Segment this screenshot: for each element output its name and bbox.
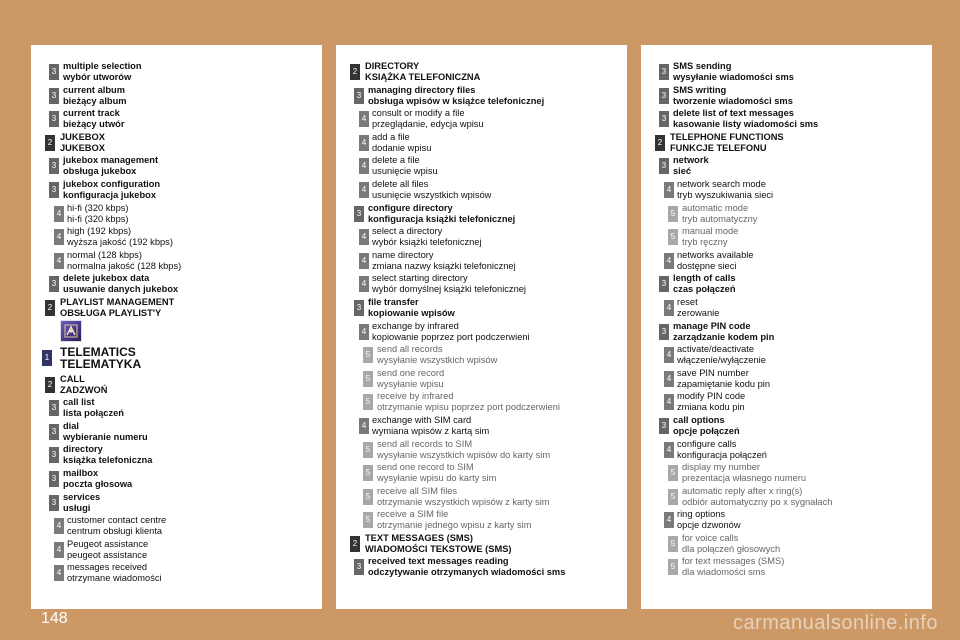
level-badge: 4 [54,229,64,245]
menu-item [336,178,627,202]
menu-item [31,131,322,155]
menu-item [31,178,322,202]
menu-item [336,107,627,131]
menu-item [31,467,322,491]
level-badge: 4 [664,371,674,387]
item-label-pl: obsługa jukebox [63,166,137,177]
item-label-en: manage PIN code [673,320,751,331]
level-badge: 5 [668,559,678,575]
menu-item [336,296,627,320]
item-label-en: messages received [67,562,148,573]
item-label-en: TELEPHONE FUNCTIONS [670,131,784,142]
item-label-en: network search mode [677,178,766,189]
menu-list [31,60,322,585]
menu-item [336,390,627,414]
menu-item [336,225,627,249]
menu-item [641,367,932,391]
menu-item [31,202,322,226]
level-badge: 2 [45,135,55,151]
level-badge: 4 [359,111,369,127]
level-badge: 5 [668,489,678,505]
item-label-en: SMS sending [673,61,732,71]
menu-item [641,154,932,178]
level-badge: 4 [664,442,674,458]
menu-item [336,485,627,509]
item-label-en: managing directory files [368,84,476,95]
level-badge: 4 [359,182,369,198]
menu-column-3 [641,45,932,609]
item-label-en: JUKEBOX [60,131,105,142]
item-label-pl: zerowanie [677,307,720,318]
item-label-en: networks available [677,249,754,260]
item-label-pl: wybór książki telefonicznej [372,237,482,248]
level-badge: 4 [359,253,369,269]
item-label-pl: usuwanie danych jukebox [63,284,179,295]
menu-item [336,438,627,462]
item-label-pl: wyższa jakość (192 kbps) [67,237,173,248]
item-label-pl: kopiowanie wpisów [368,307,455,318]
item-label-en: for voice calls [682,532,739,543]
level-badge: 4 [359,229,369,245]
menu-item [336,367,627,391]
item-label-pl: poczta głosowa [63,478,133,489]
menu-item [641,131,932,155]
menu-item [641,296,932,320]
item-label-pl: tryb wyszukiwania sieci [677,189,774,200]
level-badge: 3 [49,158,59,174]
item-label-pl: odbiór automatyczny po x sygnałach [682,496,833,507]
item-label-pl: zmiana nazwy książki telefonicznej [372,260,516,271]
item-label-en: delete a file [372,155,420,166]
item-label-pl: TELEMATYKA [60,356,142,371]
menu-item [31,396,322,420]
menu-item [336,272,627,296]
level-badge: 3 [49,495,59,511]
item-label-pl: dostępne sieci [677,260,737,271]
item-label-en: receive by infrared [377,391,454,402]
level-badge: 4 [664,394,674,410]
item-label-pl: bieżący utwór [63,119,125,130]
level-badge: 3 [659,158,669,174]
item-label-pl: usługi [63,502,91,513]
menu-item [31,443,322,467]
level-badge: 4 [664,512,674,528]
level-badge: 2 [45,300,55,316]
level-badge: 5 [363,347,373,363]
item-label-pl: dodanie wpisu [372,142,432,153]
level-badge: 4 [54,206,64,222]
item-label-pl: konfiguracja książki telefonicznej [368,213,516,224]
item-label-en: file transfer [368,296,419,307]
level-badge: 3 [49,182,59,198]
level-badge: 5 [668,465,678,481]
menu-item [336,555,627,579]
item-label-en: send all records to SIM [377,438,473,449]
item-label-pl: wysyłanie wpisu [377,378,444,389]
item-label-pl: bieżący album [63,95,127,106]
menu-item [641,343,932,367]
level-badge: 3 [49,400,59,416]
level-badge: 4 [54,542,64,558]
menu-item [336,84,627,108]
level-badge: 3 [49,276,59,292]
item-label-en: select starting directory [372,273,468,284]
menu-item [336,131,627,155]
level-badge: 3 [659,64,669,80]
menu-item [31,420,322,444]
item-label-en: delete jukebox data [63,273,150,284]
menu-item [336,320,627,344]
item-label-en: Peugeot assistance [67,538,149,549]
level-badge: 3 [659,276,669,292]
level-badge: 3 [354,206,364,222]
item-label-en: call options [673,414,725,425]
item-label-en: save PIN number [677,367,749,378]
item-label-pl: tryb automatyczny [682,213,758,224]
item-label-en: display my number [682,462,761,473]
level-badge: 2 [350,64,360,80]
level-badge: 3 [49,447,59,463]
item-label-en: TEXT MESSAGES (SMS) [365,532,473,543]
level-badge: 4 [54,518,64,534]
item-label-pl: tworzenie wiadomości sms [673,95,793,106]
item-label-en: exchange with SIM card [372,414,472,425]
level-badge: 4 [664,347,674,363]
item-label-en: DIRECTORY [365,61,420,71]
item-label-pl: czas połączeń [673,284,736,295]
menu-item [641,485,932,509]
item-label-pl: zmiana kodu pin [677,402,745,413]
item-label-pl: KSIĄŻKA TELEFONICZNA [365,72,481,82]
item-label-en: consult or modify a file [372,108,465,119]
level-badge: 3 [354,559,364,575]
menu-item [31,373,322,397]
level-badge: 3 [659,88,669,104]
level-badge: 4 [359,276,369,292]
item-label-en: automatic mode [682,202,749,213]
level-badge: 5 [363,489,373,505]
item-label-en: activate/deactivate [677,344,755,355]
menu-item [641,390,932,414]
menu-item [641,414,932,438]
item-label-en: services [63,491,101,502]
item-label-pl: wybór utworów [63,72,132,82]
level-badge: 4 [664,182,674,198]
menu-item [31,296,322,320]
level-badge: 3 [49,111,59,127]
menu-item [641,84,932,108]
level-badge: 5 [363,512,373,528]
menu-item [336,532,627,556]
menu-item [641,202,932,226]
item-label-en: mailbox [63,467,99,478]
item-label-en: current album [63,84,125,95]
menu-item [641,438,932,462]
item-label-pl: FUNKCJE TELEFONU [670,142,767,153]
item-label-en: send one record [377,367,445,378]
item-label-pl: zapamiętanie kodu pin [677,378,771,389]
item-label-en: PLAYLIST MANAGEMENT [60,296,175,307]
menu-item [641,555,932,579]
level-badge: 5 [363,465,373,481]
level-badge: 4 [54,253,64,269]
menu-item [31,538,322,562]
item-label-en: configure directory [368,202,453,213]
menu-item [31,514,322,538]
level-badge: 5 [668,536,678,552]
item-label-en: normal (128 kbps) [67,249,142,260]
menu-list [336,60,627,579]
menu-item [31,272,322,296]
item-label-pl: otrzymanie wszystkich wpisów z karty sim [377,496,550,507]
item-label-en: call list [63,397,95,408]
item-label-pl: dla wiadomości sms [682,567,766,578]
item-label-pl: JUKEBOX [60,142,105,153]
item-label-pl: wysyłanie wszystkich wpisów do karty sim [377,449,551,460]
menu-item [641,508,932,532]
level-badge: 3 [354,300,364,316]
menu-item [336,508,627,532]
item-label-en: configure calls [677,438,737,449]
item-label-en: name directory [372,249,434,260]
item-label-en: delete all files [372,178,429,189]
level-badge: 4 [664,300,674,316]
item-label-pl: usunięcie wpisu [372,166,438,177]
level-badge: 3 [659,111,669,127]
level-badge: 5 [363,394,373,410]
level-badge: 3 [659,324,669,340]
level-badge: 4 [359,158,369,174]
level-badge: 3 [49,88,59,104]
menu-item [336,249,627,273]
menu-item [641,272,932,296]
item-label-en: modify PIN code [677,391,746,402]
item-label-pl: wysyłanie wszystkich wpisów [377,355,498,366]
item-label-en: length of calls [673,273,736,284]
item-label-en: exchange by infrared [372,320,459,331]
level-badge: 1 [42,350,52,366]
item-label-pl: peugeot assistance [67,549,148,560]
item-label-en: multiple selection [63,61,142,71]
item-label-en: hi-fi (320 kbps) [67,202,129,213]
item-label-pl: kasowanie listy wiadomości sms [673,119,819,130]
item-label-pl: wybór domyślnej książki telefonicznej [372,284,526,295]
item-label-pl: książka telefoniczna [63,455,153,466]
menu-item [31,225,322,249]
item-label-pl: dla połączeń głosowych [682,543,781,554]
level-badge: 3 [354,88,364,104]
level-badge: 5 [668,229,678,245]
item-label-en: current track [63,108,120,119]
level-badge: 4 [54,565,64,581]
item-label-pl: normalna jakość (128 kbps) [67,260,182,271]
item-label-pl: konfiguracja jukebox [63,189,156,200]
item-label-en: receive a SIM file [377,509,449,520]
level-badge: 3 [49,471,59,487]
menu-item [641,107,932,131]
level-badge: 2 [655,135,665,151]
item-label-pl: sieć [673,166,692,177]
item-label-pl: przeglądanie, edycja wpisu [372,119,484,130]
item-label-en: CALL [60,373,85,384]
level-badge: 4 [359,324,369,340]
menu-item [31,84,322,108]
item-label-en: customer contact centre [67,515,167,526]
item-label-pl: konfiguracja połączeń [677,449,767,460]
menu-column-2 [336,45,627,609]
item-label-pl: włączenie/wyłączenie [677,355,766,366]
item-label-pl: otrzymanie wpisu poprzez port podczerwieni [377,402,560,413]
item-label-pl: lista połączeń [63,408,124,419]
menu-item [31,60,322,84]
menu-item [641,320,932,344]
item-label-pl: otrzymanie jednego wpisu z karty sim [377,520,532,531]
item-label-pl: wybieranie numeru [63,431,148,442]
level-badge: 3 [49,64,59,80]
item-label-en: dial [63,420,80,431]
level-badge: 2 [350,536,360,552]
item-label-pl: kopiowanie poprzez port podczerwieni [372,331,530,342]
menu-item [336,60,627,84]
item-label-en: jukebox management [63,155,159,166]
menu-item [641,225,932,249]
menu-item [336,461,627,485]
item-label-pl: opcje dzwonów [677,520,741,531]
level-badge: 3 [49,424,59,440]
item-label-en: directory [63,444,103,455]
level-badge: 4 [664,253,674,269]
menu-column-1 [31,45,322,609]
menu-item [336,154,627,178]
item-label-pl: centrum obsługi klienta [67,526,163,537]
item-label-en: network [673,155,709,166]
item-label-pl: hi-fi (320 kbps) [67,213,129,224]
menu-item [31,491,322,515]
item-label-en: ring options [677,509,726,520]
item-label-en: receive all SIM files [377,485,458,496]
item-label-en: jukebox configuration [63,178,161,189]
item-label-pl: WIADOMOŚCI TEKSTOWE (SMS) [365,543,512,554]
item-label-pl: wysyłanie wpisu do karty sim [377,473,497,484]
level-badge: 3 [659,418,669,434]
item-label-en: for text messages (SMS) [682,556,785,567]
item-label-pl: OBSŁUGA PLAYLIST'Y [60,307,162,318]
menu-item [336,202,627,226]
item-label-pl: zarządzanie kodem pin [673,331,775,342]
menu-item [31,346,322,373]
item-label-pl: obsługa wpisów w książce telefonicznej [368,95,545,106]
menu-list [641,60,932,579]
menu-item [336,414,627,438]
item-label-pl: prezentacja własnego numeru [682,473,807,484]
level-badge: 4 [359,135,369,151]
item-label-pl: opcje połączeń [673,425,740,436]
item-label-pl: odczytywanie otrzymanych wiadomości sms [368,567,566,578]
level-badge: 5 [363,371,373,387]
menu-item [641,178,932,202]
menu-item [336,343,627,367]
item-label-en: SMS writing [673,84,727,95]
item-label-en: reset [677,296,698,307]
menu-item [31,154,322,178]
watermark: carmanualsonline.info [732,612,938,634]
item-label-en: high (192 kbps) [67,226,132,237]
menu-item [641,532,932,556]
level-badge: 5 [363,442,373,458]
item-label-pl: usunięcie wszystkich wpisów [372,189,492,200]
level-badge: 2 [45,377,55,393]
item-label-pl: tryb ręczny [682,237,728,248]
page-number: 148 [41,610,68,627]
menu-item [31,561,322,585]
item-label-en: automatic reply after x ring(s) [682,485,803,496]
menu-item [641,60,932,84]
item-label-en: send one record to SIM [377,462,474,473]
telematics-icon [60,320,82,342]
icon-row [31,320,322,346]
item-label-en: send all records [377,344,443,355]
item-label-en: manual mode [682,226,739,237]
menu-item [641,461,932,485]
menu-item [31,249,322,273]
item-label-en: add a file [372,131,410,142]
item-label-pl: ZADZWOŃ [60,384,108,395]
item-label-pl: wymiana wpisów z kartą sim [372,425,490,436]
item-label-en: TELEMATICS [60,344,136,359]
menu-item [31,107,322,131]
item-label-pl: wysyłanie wiadomości sms [673,72,794,82]
item-label-en: select a directory [372,226,443,237]
level-badge: 4 [359,418,369,434]
item-label-en: delete list of text messages [673,108,794,119]
item-label-pl: otrzymane wiadomości [67,573,162,584]
level-badge: 5 [668,206,678,222]
menu-item [641,249,932,273]
item-label-en: received text messages reading [368,556,509,567]
